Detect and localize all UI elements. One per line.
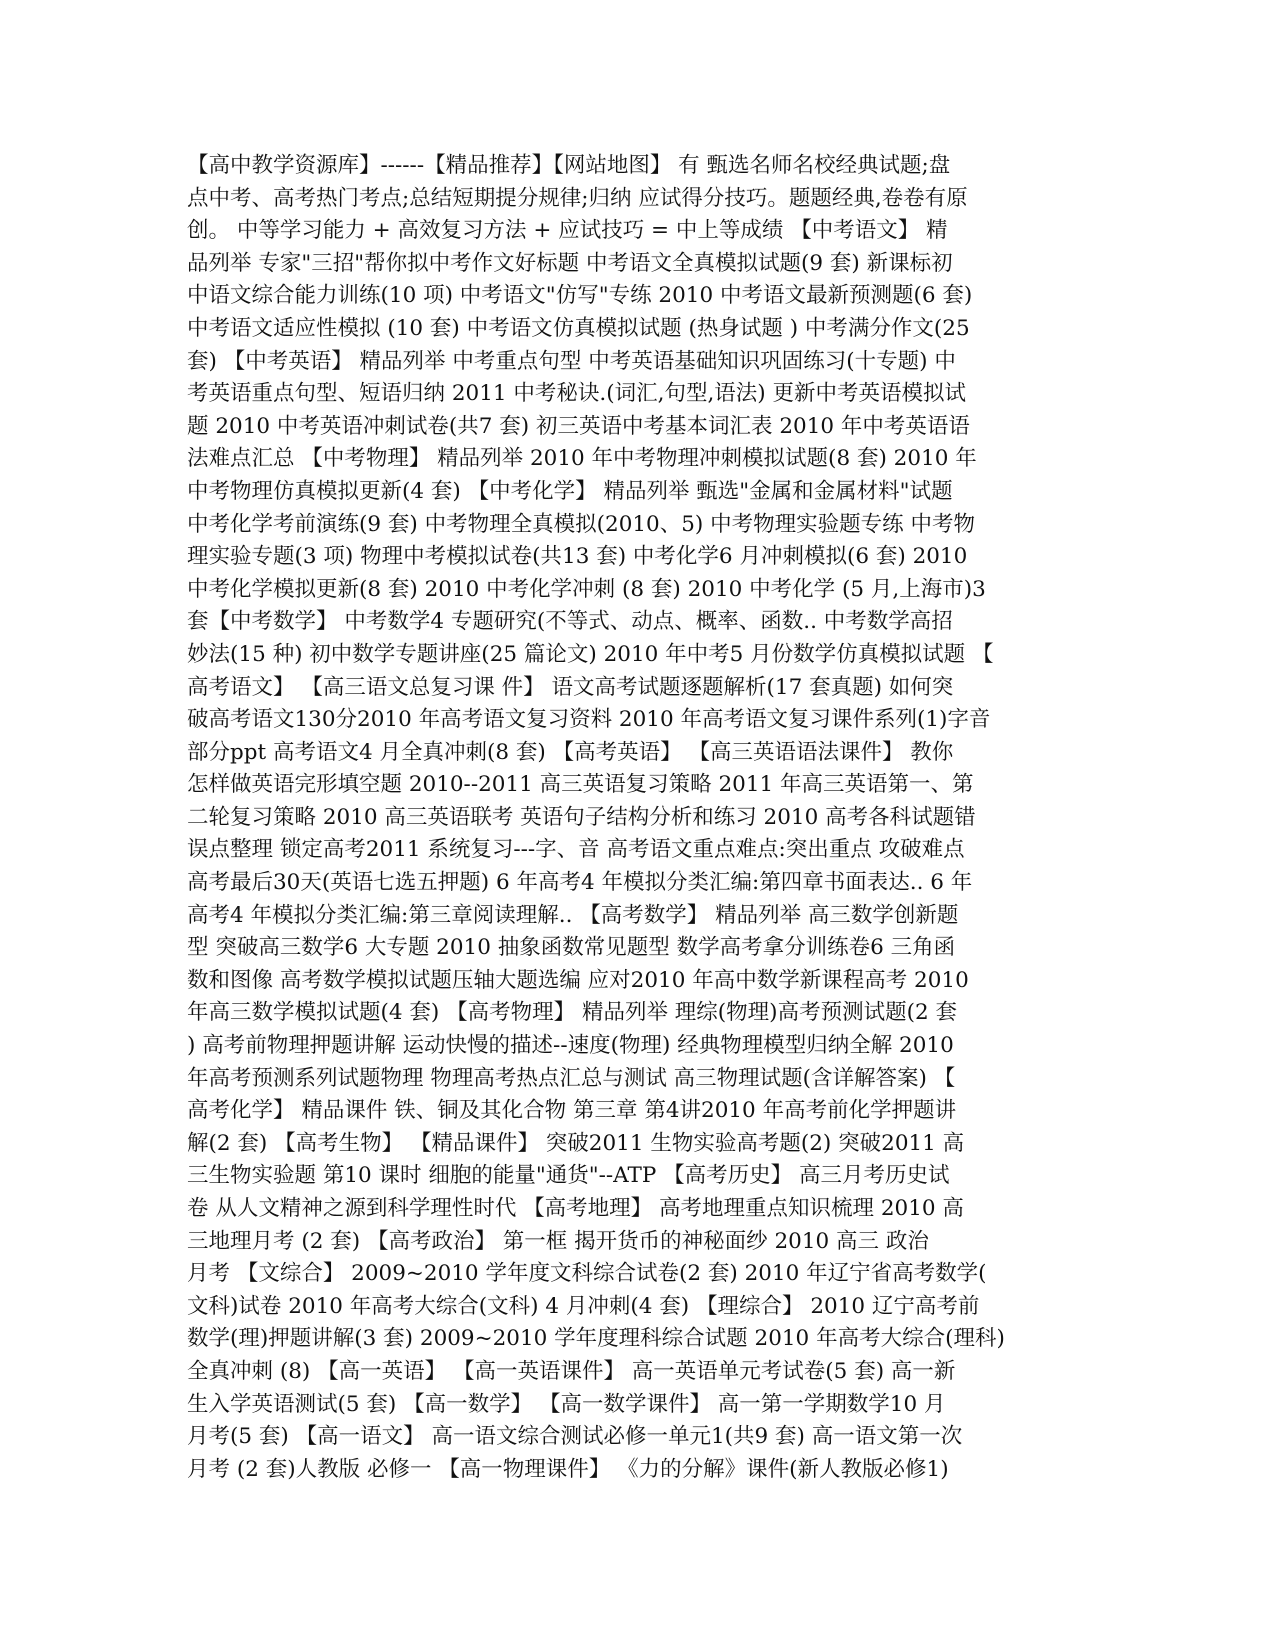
text-line: 套) 【中考英语】 精品列举 中考重点句型 中考英语基础知识巩固练习(十专题) 中 [187, 348, 956, 374]
text-line: 月考(5 套) 【高一语文】 高一语文综合测试必修一单元1(共9 套) 高一语文第一次 [187, 1424, 963, 1450]
text-line: 月考 【文综合】 2009~2010 学年度文科综合试卷(2 套) 2010 年辽宁省高考数学( [187, 1261, 987, 1287]
text-line: 型 突破高三数学6 大专题 2010 抽象函数常见题型 数学高考拿分训练卷6 三角函 [187, 935, 956, 961]
text-line: 套【中考数学】 中考数学4 专题研究(不等式、动点、概率、函数.. 中考数学高招 [187, 609, 953, 635]
text-line: 点中考、高考热门考点;总结短期提分规律;归纳 应试得分技巧。题题经典,卷卷有原 [187, 185, 968, 211]
text-line: 创。 中等学习能力 + 高效复习方法 + 应试技巧 = 中上等成绩 【中考语文】 精 [187, 218, 948, 244]
text-line: 年高三数学模拟试题(4 套) 【高考物理】 精品列举 理综(物理)高考预测试题(2 套 [187, 1000, 957, 1026]
text-line: 误点整理 锁定高考2011 系统复习---字、音 高考语文重点难点:突出重点 攻破难点 [187, 837, 965, 863]
text-line: 【高中教学资源库】------【精品推荐】【网站地图】 有 甄选名师名校经典试题;盘 [187, 153, 951, 178]
text-line: 怎样做英语完形填空题 2010--2011 高三英语复习策略 2011 年高三英语第一、第 [187, 772, 974, 798]
text-line: 三生物实验题 第10 课时 细胞的能量"通货"--ATP 【高考历史】 高三月考历史试 [187, 1163, 950, 1189]
text-line: 品列举 专家"三招"帮你拟中考作文好标题 中考语文全真模拟试题(9 套) 新课标初 [187, 250, 953, 276]
text-line: 年高考预测系列试题物理 物理高考热点汇总与测试 高三物理试题(含详解答案) 【 [187, 1065, 956, 1091]
text-line: 法难点汇总 【中考物理】 精品列举 2010 年中考物理冲刺模拟试题(8 套) 2010 年 [187, 446, 977, 472]
text-line: 文科)试卷 2010 年高考大综合(文科) 4 月冲刺(4 套) 【理综合】 2010 辽宁高考前 [187, 1293, 980, 1319]
document-body-text [187, 150, 1087, 1486]
text-line: 高考化学】 精品课件 铁、铜及其化合物 第三章 第4讲2010 年高考前化学押题讲 [187, 1098, 957, 1124]
text-line: 妙法(15 种) 初中数学专题讲座(25 篇论文) 2010 年中考5 月份数学仿真模拟试题 【 [187, 641, 994, 667]
text-line: 考英语重点句型、短语归纳 2011 中考秘诀.(词汇,句型,语法) 更新中考英语模拟试 [187, 381, 967, 407]
text-line: 数学(理)押题讲解(3 套) 2009~2010 学年度理科综合试题 2010 年高考大综合(理科) [187, 1326, 1005, 1352]
text-line: 高考最后30天(英语七选五押题) 6 年高考4 年模拟分类汇编:第四章书面表达.. 6 年 [187, 870, 973, 896]
text-line: 二轮复习策略 2010 高三英语联考 英语句子结构分析和练习 2010 高考各科试题错 [187, 804, 976, 830]
text-line: 三地理月考 (2 套) 【高考政治】 第一框 揭开货币的神秘面纱 2010 高三 政治 [187, 1228, 929, 1254]
text-line: 破高考语文130分2010 年高考语文复习资料 2010 年高考语文复习课件系列(1)字音 [187, 707, 991, 733]
text-line: ) 高考前物理押题讲解 运动快慢的描述--速度(物理) 经典物理模型归纳全解 2010 [187, 1033, 954, 1059]
text-line: 卷 从人文精神之源到科学理性时代 【高考地理】 高考地理重点知识梳理 2010 高 [187, 1196, 964, 1221]
text-line: 高考语文】 【高三语文总复习课 件】 语文高考试题逐题解析(17 套真题) 如何突 [187, 674, 954, 700]
text-line: 中考化学考前演练(9 套) 中考物理全真模拟(2010、5) 中考物理实验题专练 中考物 [187, 511, 975, 537]
text-line: 题 2010 中考英语冲刺试卷(共7 套) 初三英语中考基本词汇表 2010 年中考英语语 [187, 413, 970, 439]
text-line: 中语文综合能力训练(10 项) 中考语文"仿写"专练 2010 中考语文最新预测题(6 套) [187, 283, 973, 309]
text-line: 部分ppt 高考语文4 月全真冲刺(8 套) 【高考英语】 【高三英语语法课件】 教你 [187, 739, 954, 765]
text-line: 高考4 年模拟分类汇编:第三章阅读理解.. 【高考数学】 精品列举 高三数学创新题 [187, 902, 959, 928]
text-line: 数和图像 高考数学模拟试题压轴大题选编 应对2010 年高中数学新课程高考 2010 [187, 967, 969, 993]
text-line: 全真冲刺 (8) 【高一英语】 【高一英语课件】 高一英语单元考试卷(5 套) 高一新 [187, 1358, 956, 1384]
text-line: 中考化学模拟更新(8 套) 2010 中考化学冲刺 (8 套) 2010 中考化学 (5 月,上海市)3 [187, 576, 986, 602]
text-line: 解(2 套) 【高考生物】 【精品课件】 突破2011 生物实验高考题(2) 突破2011 高 [187, 1130, 965, 1156]
text-line: 理实验专题(3 项) 物理中考模拟试卷(共13 套) 中考化学6 月冲刺模拟(6 套) 2010 [187, 544, 968, 570]
text-line: 月考 (2 套)人教版 必修一 【高一物理课件】 《力的分解》课件(新人教版必修1) [187, 1456, 949, 1482]
text-line: 中考语文适应性模拟 (10 套) 中考语文仿真模拟试题 (热身试题 ) 中考满分作文(25 [187, 315, 970, 341]
text-line: 生入学英语测试(5 套) 【高一数学】 【高一数学课件】 高一第一学期数学10 月 [187, 1391, 946, 1417]
text-line: 中考物理仿真模拟更新(4 套) 【中考化学】 精品列举 甄选"金属和金属材料"试题 [187, 478, 953, 504]
